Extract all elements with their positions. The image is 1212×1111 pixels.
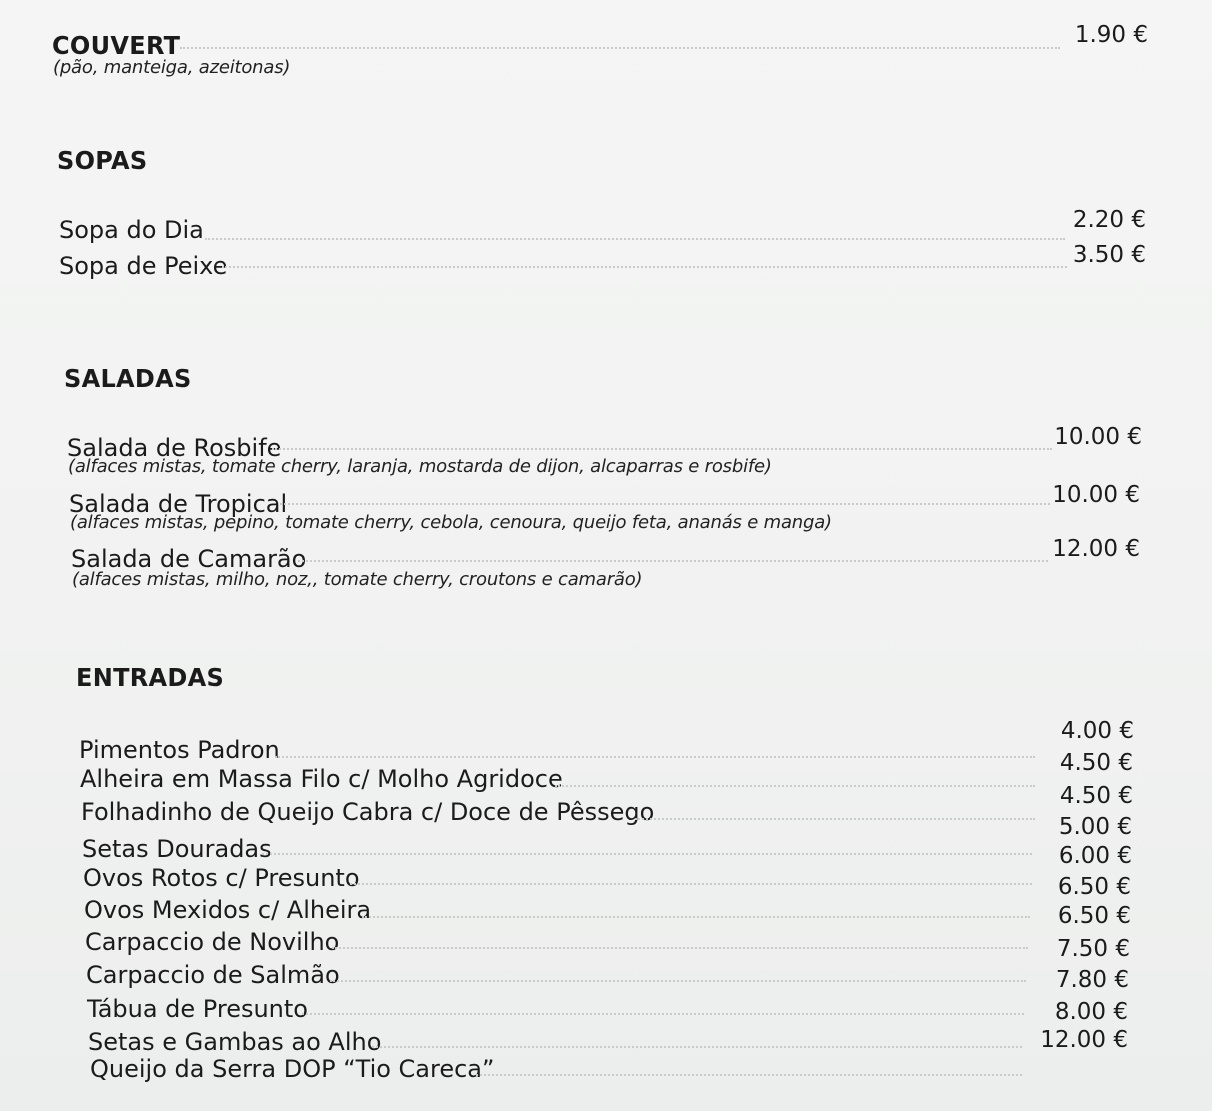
menu-item-price: 4.00 € bbox=[1060, 718, 1134, 744]
couvert-leader-dots bbox=[180, 47, 1060, 49]
menu-item-name: Pimentos Padron bbox=[79, 736, 280, 764]
menu-item-name: Salada de Camarão bbox=[71, 545, 307, 573]
leader-dots bbox=[332, 947, 1028, 949]
menu-item-name: Queijo da Serra DOP “Tio Careca” bbox=[90, 1055, 495, 1083]
couvert-heading: COUVERT bbox=[52, 31, 181, 61]
menu-item-price: 12.00 € bbox=[1052, 536, 1140, 562]
leader-dots bbox=[330, 980, 1026, 982]
menu-item-price: 10.00 € bbox=[1052, 482, 1140, 508]
leader-dots bbox=[635, 818, 1035, 820]
menu-item-price: 8.00 € bbox=[1054, 999, 1128, 1025]
menu-item-name: Ovos Rotos c/ Presunto bbox=[83, 864, 360, 892]
leader-dots bbox=[476, 1074, 1022, 1076]
saladas-heading: SALADAS bbox=[64, 364, 192, 394]
menu-item-name: Ovos Mexidos c/ Alheira bbox=[84, 896, 372, 924]
menu-item-name: Folhadinho de Queijo Cabra c/ Doce de Pêssego bbox=[81, 798, 655, 826]
menu-item-price: 12.00 € bbox=[1040, 1027, 1128, 1053]
menu-item-name: Tábua de Presunto bbox=[87, 995, 308, 1023]
leader-dots bbox=[372, 1046, 1022, 1048]
menu-item-price: 7.50 € bbox=[1056, 936, 1130, 962]
menu-item-price: 6.00 € bbox=[1058, 843, 1132, 869]
menu-item-price: 7.80 € bbox=[1055, 967, 1129, 993]
menu-item-price: 6.50 € bbox=[1057, 874, 1131, 900]
menu-item-name: Setas e Gambas ao Alho bbox=[88, 1028, 382, 1056]
sopas-heading: SOPAS bbox=[57, 146, 148, 176]
leader-dots bbox=[222, 266, 1067, 268]
couvert-price: 1.90 € bbox=[1074, 22, 1148, 48]
leader-dots bbox=[275, 756, 1035, 758]
menu-item-name: Sopa do Dia bbox=[59, 216, 204, 244]
leader-dots bbox=[555, 785, 1035, 787]
menu-item-name: Carpaccio de Novilho bbox=[85, 928, 340, 956]
leader-dots bbox=[362, 916, 1030, 918]
menu-item-description: (alfaces mistas, tomate cherry, laranja, mostarda de dijon, alcaparras e rosbife) bbox=[68, 456, 772, 477]
leader-dots bbox=[262, 853, 1032, 855]
menu-item-name: Setas Douradas bbox=[82, 835, 272, 863]
menu-item-name: Alheira em Massa Filo c/ Molho Agridoce bbox=[80, 765, 563, 793]
menu-item-name: Sopa de Peixe bbox=[59, 252, 228, 280]
leader-dots bbox=[298, 560, 1048, 562]
leader-dots bbox=[350, 883, 1032, 885]
menu-item-description: (alfaces mistas, pepino, tomate cherry, cebola, cenoura, queijo feta, ananás e manga) bbox=[70, 512, 832, 533]
menu-item-name: Carpaccio de Salmão bbox=[86, 961, 340, 989]
menu-item-price: 5.00 € bbox=[1058, 814, 1132, 840]
menu-item-price: 3.50 € bbox=[1072, 242, 1146, 268]
menu-item-price: 4.50 € bbox=[1059, 750, 1133, 776]
menu-item-description: (alfaces mistas, milho, noz,, tomate cherry, croutons e camarão) bbox=[72, 569, 643, 590]
couvert-description: (pão, manteiga, azeitonas) bbox=[53, 57, 291, 78]
leader-dots bbox=[302, 1013, 1024, 1015]
menu-item-price: 2.20 € bbox=[1072, 207, 1146, 233]
leader-dots bbox=[272, 448, 1052, 450]
entradas-heading: ENTRADAS bbox=[76, 663, 225, 693]
leader-dots bbox=[205, 238, 1065, 240]
menu-item-name: Salada de Tropical bbox=[69, 490, 288, 518]
menu-item-price: 4.50 € bbox=[1059, 783, 1133, 809]
menu-item-price: 6.50 € bbox=[1057, 903, 1131, 929]
menu-item-name: Salada de Rosbife bbox=[67, 434, 282, 462]
leader-dots bbox=[280, 503, 1050, 505]
menu-item-price: 10.00 € bbox=[1054, 424, 1142, 450]
